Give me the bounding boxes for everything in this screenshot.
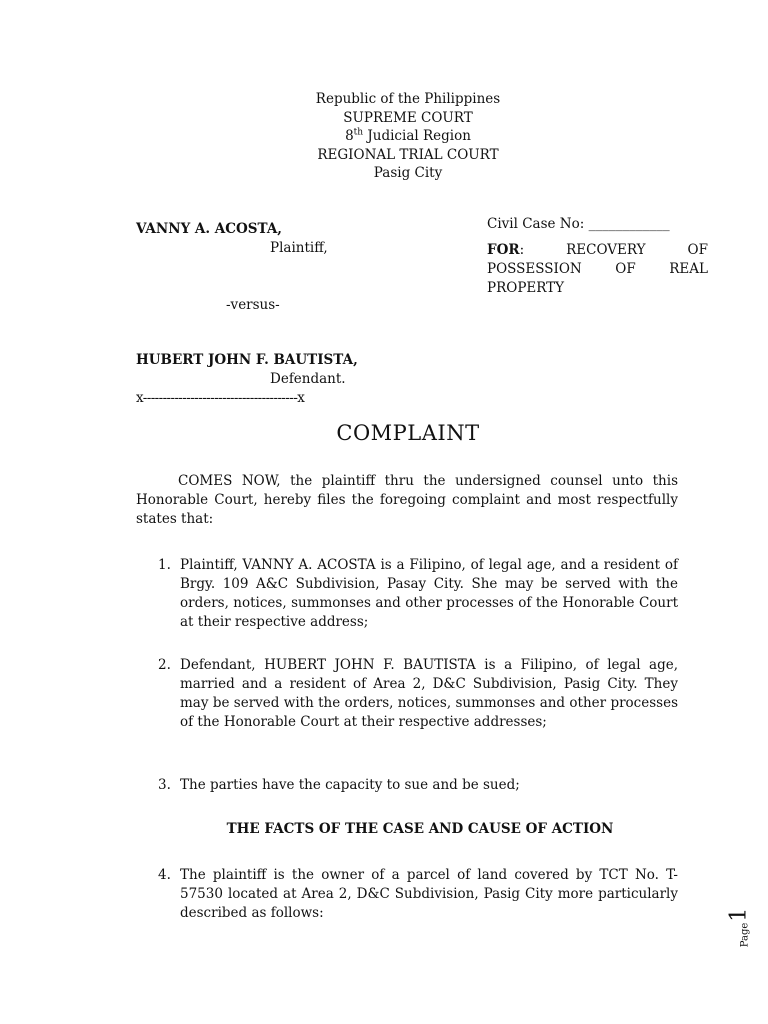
region-number: 8 xyxy=(345,128,354,144)
section-heading: THE FACTS OF THE CASE AND CAUSE OF ACTION xyxy=(226,821,614,837)
list-item xyxy=(158,776,678,795)
for-text-1: : RECOVERY OF xyxy=(519,242,708,258)
list-item xyxy=(158,866,678,923)
defendant-role: Defendant. xyxy=(270,371,346,387)
list-item xyxy=(158,556,678,632)
plaintiff-name: VANNY A. ACOSTA, xyxy=(136,221,283,237)
header-supreme-court: SUPREME COURT xyxy=(343,109,473,126)
header-judicial-region xyxy=(0,127,768,146)
plaintiff-role: Plaintiff, xyxy=(270,240,328,256)
case-nature-line1 xyxy=(487,241,708,260)
for-label: FOR xyxy=(487,242,520,258)
item-text: Defendant, HUBERT JOHN F. BAUTISTA is a Filipino, of legal age, married and a resident of Area 2, D&C Subdivision, Pasig City. They may be served with the orders, notices, summonses and other processes of the Honorable Court at their respective addresses; xyxy=(180,657,678,730)
court-header xyxy=(0,90,768,183)
case-nature-line3: PROPERTY xyxy=(487,280,565,296)
region-rest: Judicial Region xyxy=(363,128,471,144)
list-item xyxy=(158,656,678,732)
item-number: 2. xyxy=(158,657,171,673)
item-number: 1. xyxy=(158,557,171,573)
page-number xyxy=(707,907,752,948)
item-number: 3. xyxy=(158,777,171,793)
page-number-value: 1 xyxy=(726,907,752,922)
header-republic: Republic of the Philippines xyxy=(315,91,501,107)
caption-separator: x---------------------------------------x xyxy=(136,390,305,406)
page-label: Page xyxy=(739,922,751,948)
intro-text: COMES NOW, the plaintiff thru the undersigned counsel unto this Honorable Court, hereby files the foregoing complaint and most respectfully states that: xyxy=(136,473,678,527)
document-title: COMPLAINT xyxy=(336,421,480,445)
intro-paragraph xyxy=(136,472,678,529)
case-nature-line2: POSSESSION OF REAL xyxy=(487,261,708,277)
defendant-name: HUBERT JOHN F. BAUTISTA, xyxy=(136,352,358,368)
header-city: Pasig City xyxy=(373,165,443,181)
versus-label: -versus- xyxy=(226,297,280,313)
case-caption-parties xyxy=(136,220,436,408)
header-regional-trial-court: REGIONAL TRIAL COURT xyxy=(317,146,499,163)
case-caption-details xyxy=(487,215,708,298)
region-suffix: th xyxy=(353,127,364,138)
item-text: The parties have the capacity to sue and be sued; xyxy=(180,777,520,793)
civil-case-number: Civil Case No: ____________ xyxy=(487,216,670,232)
item-number: 4. xyxy=(158,867,171,883)
item-text: The plaintiff is the owner of a parcel of land covered by TCT No. T-57530 located at Area 2, D&C Subdivision, Pasig City more particularly described as follows: xyxy=(180,867,678,921)
item-text: Plaintiff, VANNY A. ACOSTA is a Filipino, of legal age, and a resident of Brgy. 109 A&C Subdivision, Pasay City. She may be served with the orders, notices, summonses and other processes of the Honorable Court at their respective address; xyxy=(180,557,678,630)
